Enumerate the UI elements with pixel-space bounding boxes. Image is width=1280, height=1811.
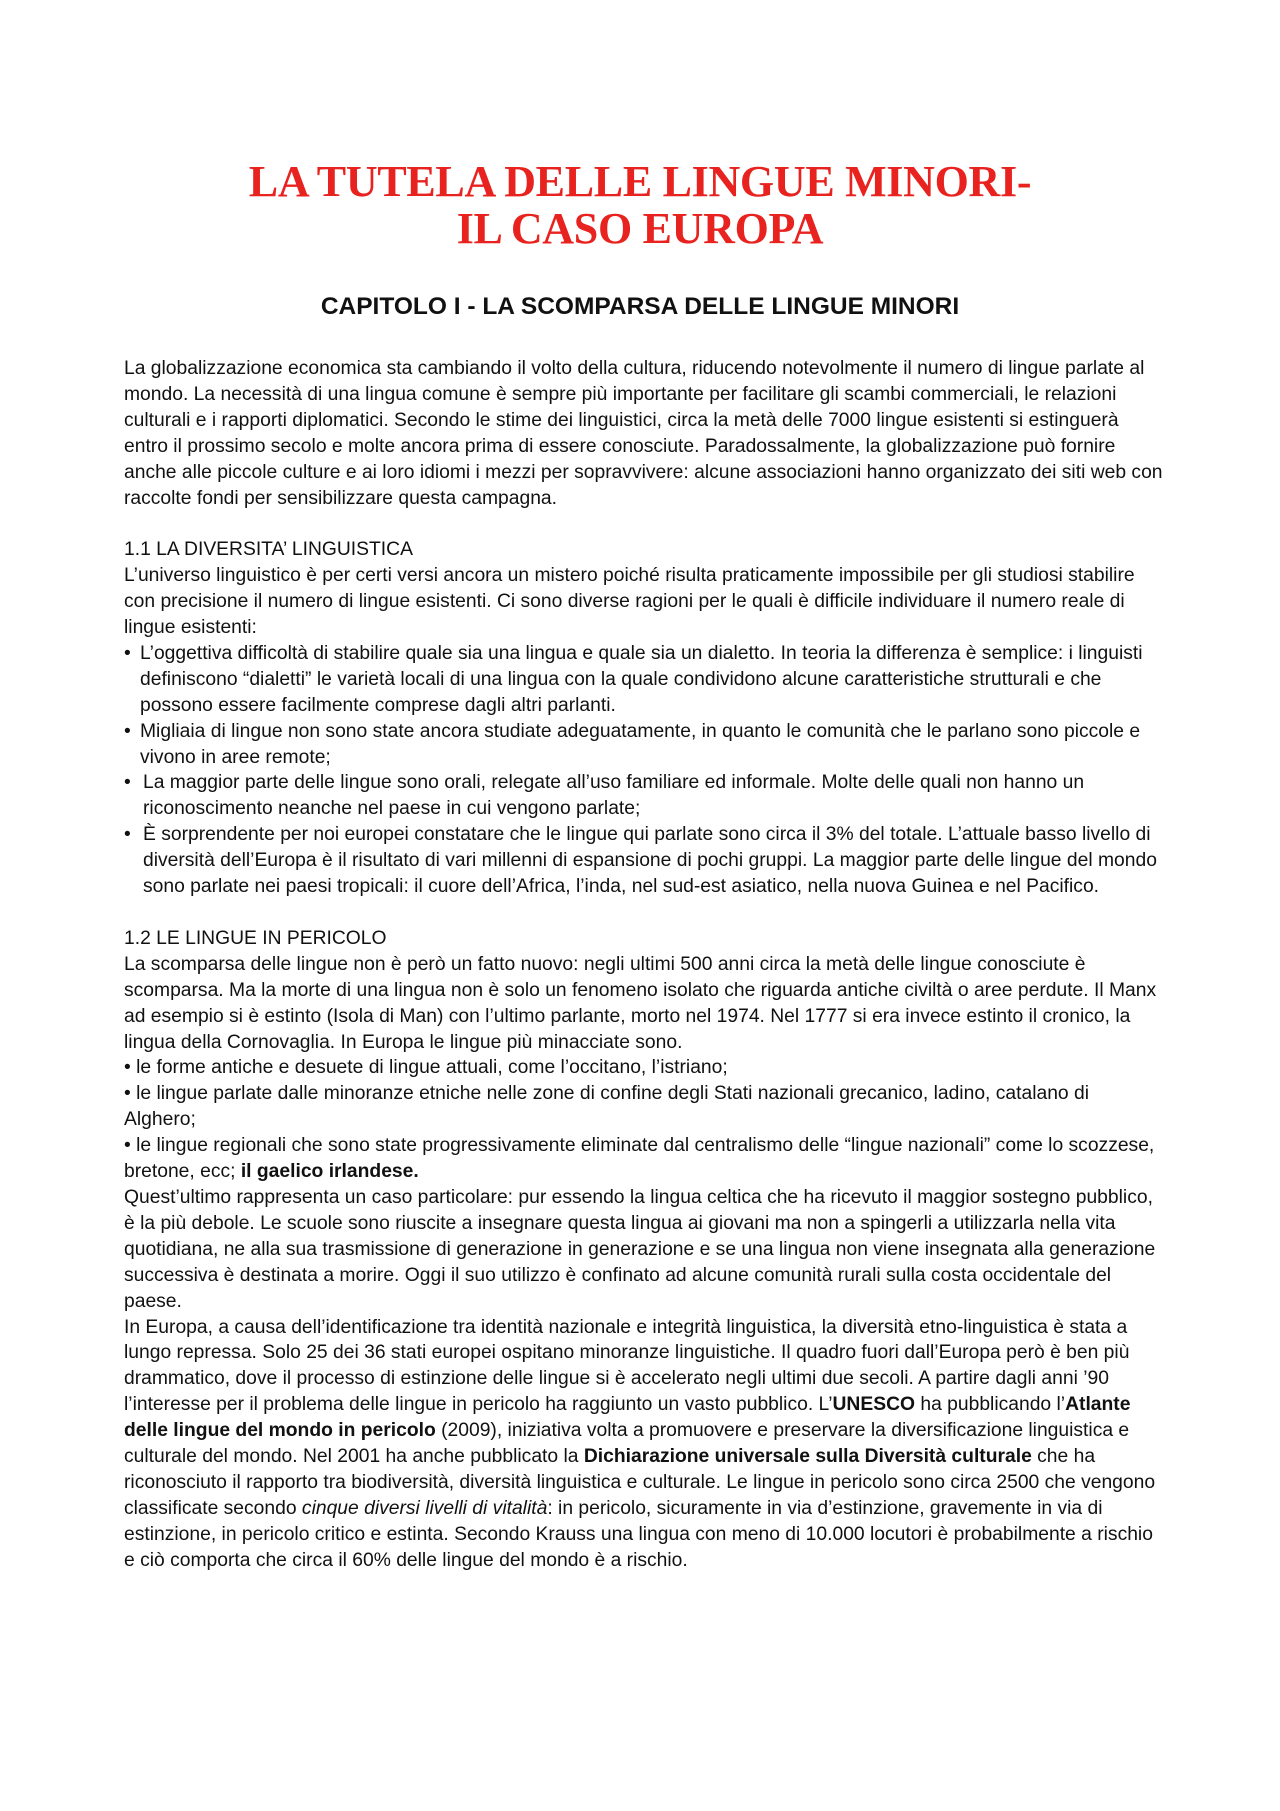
- bullet-icon: •: [124, 642, 131, 664]
- section-1-heading: 1.1 LA DIVERSITA’ LINGUISTICA: [124, 539, 413, 561]
- list-item: • le forme antiche e desuete di lingue attuali, come l’occitano, l’istriano;: [124, 1057, 728, 1079]
- list-item-text: La maggior parte delle lingue sono orali, relegate all’uso familiare ed informale. Molte delle quali non hanno un riconoscimento neanche nel paese in cui vengono parlate;: [143, 772, 1085, 820]
- section-2-heading: 1.2 LE LINGUE IN PERICOLO: [124, 927, 387, 949]
- highlighted-term: il gaelico irlandese.: [240, 1161, 419, 1183]
- bullet-icon: •: [124, 772, 131, 794]
- list-item-text: • le lingue regionali che sono state progressivamente eliminate dal centralismo delle “lingue nazionali” come lo scozzese, bretone, ecc;: [124, 1135, 1155, 1183]
- europe-paragraph: [124, 1315, 1164, 1574]
- text-run: : in pericolo, sicuramente in via d’estinzione, gravemente in via di estinzione, in pericolo critico e estinta. Secondo Krauss una lingua con meno di 10.000 locutori è probabilmente a rischio e ciò comporta che circa il 60% delle lingue del mondo è a rischio.: [124, 1497, 1153, 1571]
- list-item-text: L’oggettiva difficoltà di stabilire quale sia una lingua e quale sia un dialetto. In teoria la differenza è semplice: i linguisti definiscono “dialetti” le varietà locali di una lingua con la quale condividono alcune caratteristiche strutturali e che possono essere facilmente comprese dagli altri parlanti.: [140, 642, 1143, 716]
- document-title: [0, 158, 1280, 252]
- section-1-paragraph: L’universo linguistico è per certi versi ancora un mistero poiché risulta praticamente impossibile per gli studiosi stabilire con precisione il numero di lingue esistenti. Ci sono diverse ragioni per le quali è difficile individuare il numero reale di lingue esistenti:: [124, 565, 1135, 639]
- text-run: che ha riconosciuto il rapporto tra biodiversità, diversità linguistica e culturale. Le lingue in pericolo sono circa 2500 che vengono classificate secondo: [124, 1446, 1156, 1519]
- bullet-icon: •: [124, 824, 131, 846]
- list-item: • le lingue parlate dalle minoranze etniche nelle zone di confine degli Stati nazionali grecanico, ladino, catalano di Alghero;: [124, 1083, 1090, 1131]
- text-run: In Europa, a causa dell’identificazione tra identità nazionale e integrità linguistica, la diversità etno-linguistica è stata a lungo repressa. Solo 25 dei 36 stati europei ospitano minoranze linguistiche. Il quadro fuori dall’Europa però è ben più drammatico, dove il processo di estinzione delle lingue si è accelerato negli ultimi due secoli. A partire dagli anni ’90 l’interesse per il problema delle lingue in pericolo ha raggiunto un vasto pubblico. L’: [124, 1316, 1130, 1416]
- paragraph-spacer: [124, 900, 1164, 926]
- paragraph-spacer: [124, 511, 1164, 537]
- list-item: [124, 641, 1164, 719]
- intro-paragraph: La globalizzazione economica sta cambiando il volto della cultura, riducendo notevolmente il numero di lingue parlate al mondo. La necessità di una lingua comune è sempre più importante per facilitare gli scambi commerciali, le relazioni culturali e i rapporti diplomatici. Secondo le stime dei linguistici, circa la metà delle 7000 lingue esistenti si estinguerà entro il prossimo secolo e molte ancora prima di essere conosciute. Paradossalmente, la globalizzazione può fornire anche alle piccole culture e ai loro idiomi i mezzi per sopravvivere: alcune associazioni hanno organizzato dei siti web con raccolte fondi per sensibilizzare questa campagna.: [124, 358, 1163, 509]
- list-item: [124, 770, 1164, 822]
- section-2-paragraph: La scomparsa delle lingue non è però un fatto nuovo: negli ultimi 500 anni circa la metà delle lingue conosciute è scomparsa. Ma la morte di una lingua non è solo un fenomeno isolato che riguarda antiche civiltà o aree perdute. Il Manx ad esempio si è estinto (Isola di Man) con l’ultimo parlante, morto nel 1974. Nel 1777 si era invece estinto il cronico, la lingua della Cornovaglia. In Europa le lingue più minacciate sono.: [124, 953, 1157, 1053]
- bullet-icon: •: [124, 720, 131, 742]
- title-line-1: LA TUTELA DELLE LINGUE MINORI-: [248, 157, 1032, 206]
- list-item-text: È sorprendente per noi europei constatare che le lingue qui parlate sono circa il 3% del totale. L’attuale basso livello di diversità dell’Europa è il risultato di vari millenni di espansione di pochi gruppi. La maggior parte delle lingue del mondo sono parlate nei paesi tropicali: il cuore dell’Africa, l’inda, nel sud-est asiatico, nella nuova Guinea e nel Pacifico.: [143, 824, 1157, 898]
- chapter-heading: CAPITOLO I - LA SCOMPARSA DELLE LINGUE MINORI: [320, 293, 960, 320]
- list-item: [124, 719, 1164, 771]
- gaelic-paragraph: Quest’ultimo rappresenta un caso particolare: pur essendo la lingua celtica che ha ricevuto il maggior sostegno pubblico, è la più debole. Le scuole sono riuscite a insegnare questa lingua ai giovani ma non a spingerli a utilizzarla nella vita quotidiana, ne alla sua trasmissione di generazione in generazione e se una lingua non viene insegnata alla generazione successiva è destinata a morire. Oggi il suo utilizzo è confinato ad alcune comunità rurali sulla costa occidentale del paese.: [124, 1186, 1156, 1312]
- text-run: ha pubblicando l’: [915, 1394, 1066, 1416]
- vitality-levels-term: cinque diversi livelli di vitalità: [301, 1497, 548, 1519]
- list-item: [124, 1133, 1164, 1185]
- document-body: [124, 356, 1164, 1574]
- declaration-title: Dichiarazione universale sulla Diversità culturale: [583, 1446, 1032, 1468]
- list-item-text: Migliaia di lingue non sono state ancora studiate adeguatamente, in quanto le comunità che le parlano sono piccole e vivono in aree remote;: [140, 720, 1141, 768]
- text-run: (2009), iniziativa volta a promuovere e preservare la diversificazione linguistica e culturale del mondo. Nel 2001 ha anche pubblicato la: [124, 1420, 1130, 1468]
- title-line-2: IL CASO EUROPA: [456, 204, 824, 253]
- atlas-title: Atlante delle lingue del mondo in pericolo: [124, 1394, 1131, 1442]
- list-item: [124, 822, 1164, 900]
- unesco-term: UNESCO: [832, 1394, 915, 1416]
